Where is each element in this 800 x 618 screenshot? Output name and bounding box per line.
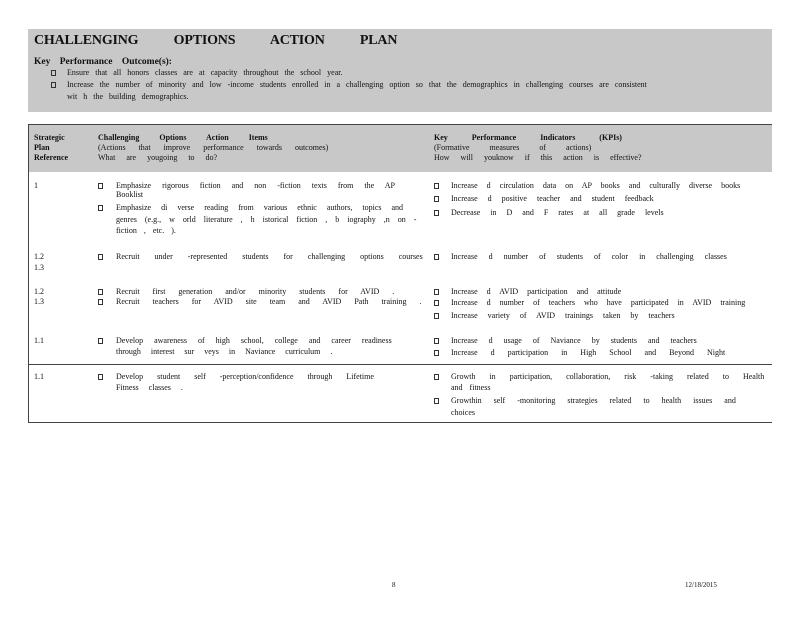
col-actions-heading: Challenging Options Action Items	[98, 133, 268, 142]
row3-ref-line2: 1.3	[34, 297, 44, 306]
bullet-icon	[98, 299, 103, 305]
row5-kpi2-line2: choices	[451, 408, 475, 417]
footer-date: 12/18/2015	[685, 581, 717, 589]
row4-ref: 1.1	[34, 336, 44, 345]
row5-action1-line1: Develop student self -perception/confidence through Lifetime	[116, 372, 374, 381]
col-actions-question: What are yougoing to do?	[98, 153, 218, 162]
bullet-icon	[434, 350, 439, 356]
row3-kpi3: Increase variety of AVID trainings taken by teachers	[451, 311, 675, 320]
col-kpi-heading: Key Performance Indicators (KPIs)	[434, 133, 622, 142]
row2-action1: Recruit under -represented students for challenging options courses .	[116, 252, 440, 261]
row5-kpi2-line1: Growthin self -monitoring strategies related to health issues and	[451, 396, 736, 405]
row5-kpi1-line2: and fitness	[451, 383, 491, 392]
row2-kpi1: Increase d number of students of color in challenging classes	[451, 252, 727, 261]
row3-action1: Recruit first generation and/or minority students for AVID .	[116, 287, 395, 296]
row1-kpi3: Decrease in D and F rates at all grade levels	[451, 208, 664, 217]
col-kpi-subheading: (Formative measures of actions)	[434, 143, 592, 152]
bullet-icon	[98, 374, 103, 380]
header-box	[28, 29, 772, 112]
row2-ref-line2: 1.3	[34, 263, 44, 272]
col-actions-subheading: (Actions that improve performance towards outcomes)	[98, 143, 329, 152]
row1-kpi2: Increase d positive teacher and student feedback	[451, 194, 654, 203]
row5-kpi1-line1: Growth in participation, collaboration, risk -taking related to Health	[451, 372, 765, 381]
col-kpi-question: How will youknow if this action is effective?	[434, 153, 642, 162]
bullet-icon	[434, 313, 439, 319]
outcome-item-2-continued: wit h the building demographics.	[67, 92, 189, 101]
page-number: 8	[392, 581, 396, 589]
row-divider	[29, 364, 772, 365]
row3-ref-line1: 1.2	[34, 287, 44, 296]
bullet-icon	[434, 300, 439, 306]
row1-action2-line2: genres (e.g., w orld literature , h istorical fiction , b iography ,n on -	[116, 215, 417, 224]
outcome-item-2: Increase the number of minority and low -income students enrolled in a challenging option so that the demographics in challenging courses are consistent	[67, 80, 647, 89]
bullet-icon	[434, 374, 439, 380]
bullet-icon	[434, 183, 439, 189]
row1-action1-line2: Booklist	[116, 190, 144, 199]
row3-kpi1: Increase d AVID participation and attitude	[451, 287, 622, 296]
bullet-icon	[434, 254, 439, 260]
bullet-icon	[434, 289, 439, 295]
bullet-icon	[98, 183, 103, 189]
row2-ref-line1: 1.2	[34, 252, 44, 261]
row3-kpi2: Increase d number of teachers who have participated in AVID training	[451, 298, 746, 307]
row1-action2-line3: fiction , etc. ).	[116, 226, 176, 235]
bullet-icon	[434, 196, 439, 202]
outcome-item-1: Ensure that all honors classes are at capacity throughout the school year.	[67, 68, 343, 77]
bullet-icon	[98, 338, 103, 344]
bullet-icon	[434, 398, 439, 404]
row5-ref: 1.1	[34, 372, 44, 381]
col-strategic-label: Strategic	[34, 133, 65, 142]
action-plan-table	[28, 124, 772, 423]
col-reference-label: Reference	[34, 153, 69, 162]
bullet-icon	[434, 210, 439, 216]
bullet-icon	[51, 70, 56, 76]
bullet-icon	[98, 254, 103, 260]
row3-action2: Recruit teachers for AVID site team and AVID Path training .	[116, 297, 422, 306]
row1-kpi1: Increase d circulation data on AP books and culturally diverse books	[451, 181, 741, 190]
row4-kpi2: Increase d participation in High School and Beyond Night	[451, 348, 726, 357]
table-header-row	[29, 125, 772, 172]
page-title: CHALLENGING OPTIONS ACTION PLAN	[34, 33, 398, 48]
col-plan-label: Plan	[34, 143, 50, 152]
row1-action1-line1: Emphasize rigorous fiction and non -fiction texts from the AP	[116, 181, 395, 190]
row1-ref: 1	[34, 181, 38, 190]
row1-action2-line1: Emphasize di verse reading from various ethnic authors, topics and	[116, 203, 404, 212]
row4-kpi1: Increase d usage of Naviance by students and teachers	[451, 336, 697, 345]
row5-action1-line2: Fitness classes .	[116, 383, 183, 392]
row4-action1-line1: Develop awareness of high school, college and career readiness	[116, 336, 392, 345]
key-performance-outcomes-heading: Key Performance Outcome(s):	[34, 57, 172, 67]
row4-action1-line2: through interest sur veys in Naviance curriculum .	[116, 347, 333, 356]
bullet-icon	[434, 338, 439, 344]
bullet-icon	[98, 289, 103, 295]
bullet-icon	[51, 82, 56, 88]
bullet-icon	[98, 205, 103, 211]
